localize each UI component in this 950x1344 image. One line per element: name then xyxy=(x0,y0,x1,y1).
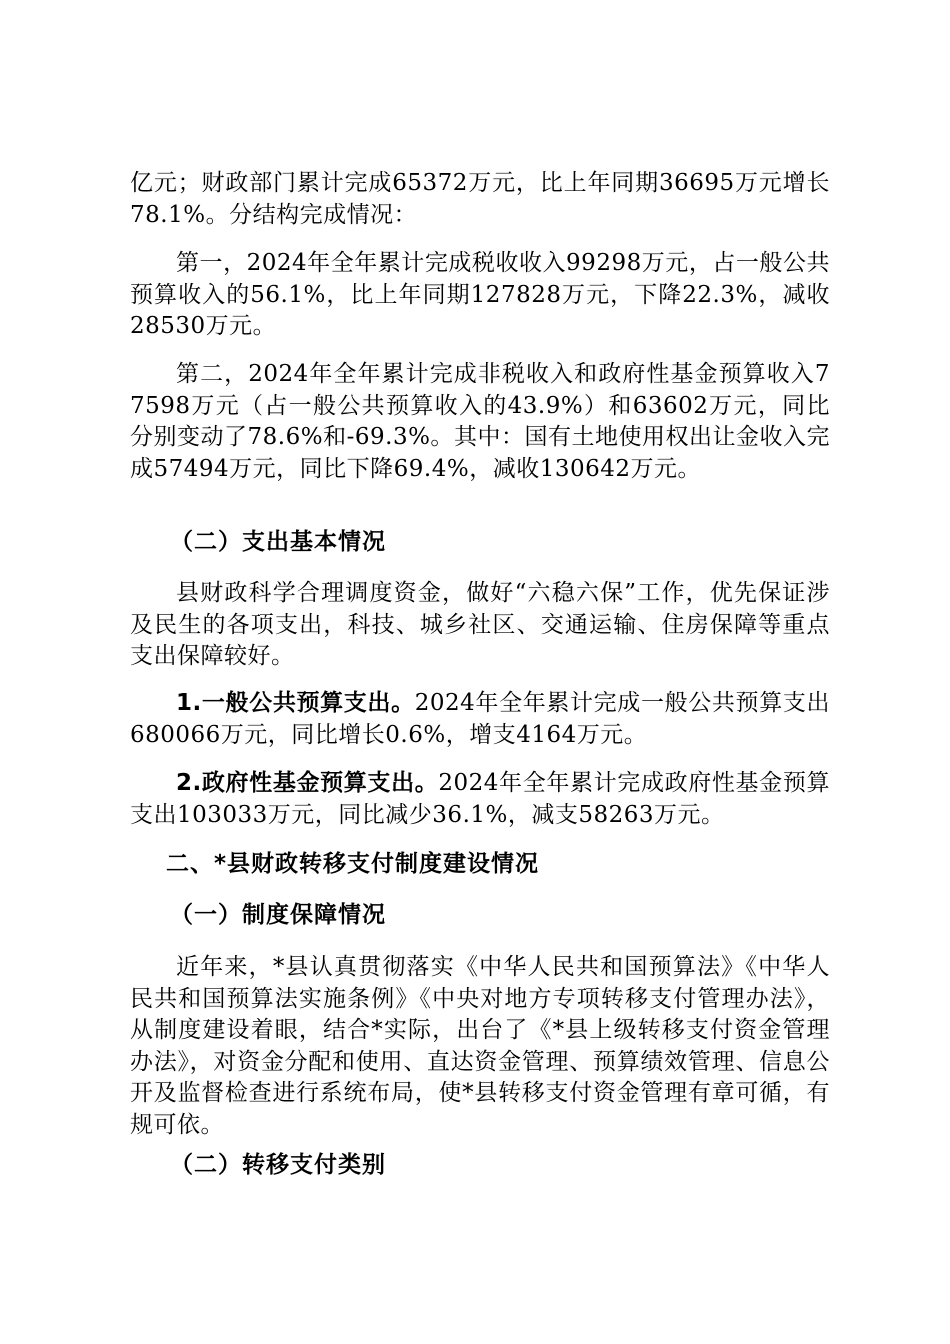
fund-budget-lead: 2.政府性基金预算支出。 xyxy=(176,770,439,796)
heading-section-two: 二、*县财政转移支付制度建设情况 xyxy=(166,851,540,877)
fund-budget-body: 2024年全年累计完成政府性基金预算支出103033万元，同比减少36.1%，减支58263万元。 xyxy=(130,770,830,828)
paragraph-expenditure-intro: 县财政科学合理调度资金，做好“六稳六保”工作，优先保证涉及民生的各项支出，科技、城乡社区、交通运输、住房保障等重点支出保障较好。 xyxy=(130,580,830,669)
paragraph-system-construction: 近年来，*县认真贯彻落实《中华人民共和国预算法》《中华人民共和国预算法实施条例》《中央对地方专项转移支付管理办法》，从制度建设着眼，结合*实际，出台了《*县上级转移支付资金管理办法》，对资金分配和使用、直达资金管理、预算绩效管理、信息公开及监督检查进行系统布局，使*县转移支付资金管理有章可循，有规可依。 xyxy=(130,954,830,1138)
paragraph-tax-revenue: 第一，2024年全年累计完成税收收入99298万元，占一般公共预算收入的56.1%，比上年同期127828万元，下降22.3%，减收28530万元。 xyxy=(130,250,830,339)
general-budget-lead: 1.一般公共预算支出。 xyxy=(176,690,415,716)
heading-transfer-categories: （二）转移支付类别 xyxy=(170,1152,386,1178)
heading-system-guarantee: （一）制度保障情况 xyxy=(170,902,386,928)
heading-expenditure-overview: （二）支出基本情况 xyxy=(170,529,386,555)
paragraph-nontax-revenue: 第二，2024年全年累计完成非税收入和政府性基金预算收入77598万元（占一般公共预算收入的43.9%）和63602万元，同比分别变动了78.6%和-69.3%。其中：国有土地使用权出让金收入完成57494万元，同比下降69.4%，减收130642万元。 xyxy=(130,361,830,482)
paragraph-fund-budget-expenditure xyxy=(130,768,830,831)
paragraph-general-budget-expenditure xyxy=(130,688,830,751)
paragraph-revenue-summary: 亿元；财政部门累计完成65372万元，比上年同期36695万元增长78.1%。分结构完成情况： xyxy=(130,170,830,228)
general-budget-body: 2024年全年累计完成一般公共预算支出680066万元，同比增长0.6%，增支4164万元。 xyxy=(130,690,830,748)
